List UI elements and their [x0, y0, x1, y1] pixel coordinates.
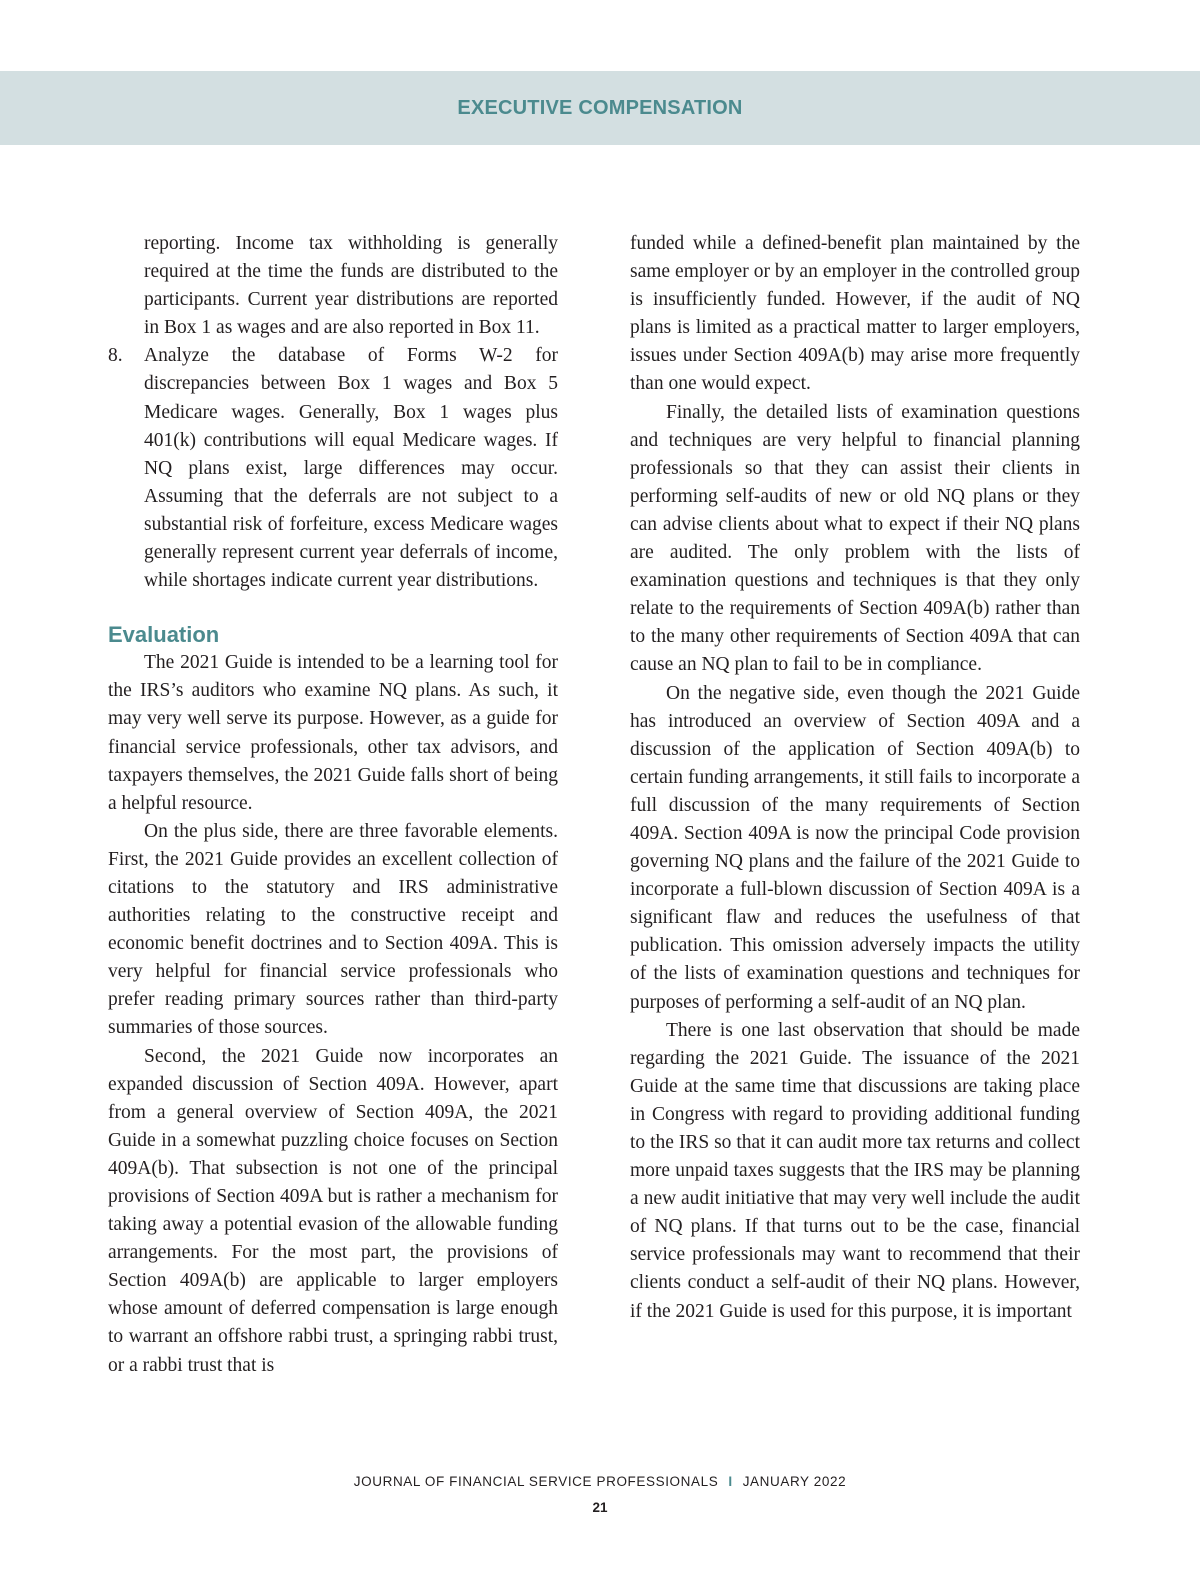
body-paragraph: On the negative side, even though the 2021 Guide has introduced an overview of Section 409A and a discussion of the application of Section 409A(b) to certain funding arrangements, it still fails to incorporate a full discussion of the many requirements of Section 409A. Section 409A is now the principal Code provision governing NQ plans and the failure of the 2021 Guide to incorporate a full-blown discussion of Section 409A is a significant flaw and reduces the usefulness of that publication. This omission adversely impacts the utility of the lists of examination questions and techniques for purposes of performing a self-audit of an NQ plan. [630, 682, 1080, 1013]
footer-journal-name: JOURNAL OF FINANCIAL SERVICE PROFESSIONALS [353, 1474, 719, 1489]
running-header-title: EXECUTIVE COMPENSATION [457, 96, 743, 119]
page-number: 21 [592, 1500, 608, 1515]
body-paragraph-continuation: funded while a defined-benefit plan maintained by the same employer or by an employer in the controlled group is insufficiently funded. However, if the audit of NQ plans is limited as a practical matter to larger employers, issues under Section 409A(b) may arise more frequently than one would expect. [630, 233, 1080, 395]
section-heading-evaluation: Evaluation [108, 622, 220, 648]
list-item-8 [108, 342, 558, 595]
running-header-band [0, 71, 1200, 145]
body-paragraph: Finally, the detailed lists of examination questions and techniques are very helpful to financial planning professionals so that they can assist their clients in performing self-audits of new or old NQ plans or they can advise clients about what to expect if their NQ plans are audited. The only problem with the lists of examination questions and techniques is that they only relate to the requirements of Section 409A(b) rather than to the many other requirements of Section 409A that can cause an NQ plan to fail to be in compliance. [630, 401, 1080, 676]
body-paragraph: Second, the 2021 Guide now incorporates an expanded discussion of Section 409A. However, apart from a general overview of Section 409A, the 2021 Guide in a somewhat puzzling choice focuses on Section 409A(b). That subsection is not one of the principal provisions of Section 409A but is rather a mechanism for taking away a potential evasion of the allowable funding arrangements. For the most part, the provisions of Section 409A(b) are applicable to larger employers whose amount of deferred compensation is large enough to warrant an offshore rabbi trust, a springing rabbi trust, or a rabbi trust that is [108, 1045, 558, 1376]
body-paragraph: The 2021 Guide is intended to be a learning tool for the IRS’s auditors who examine NQ plans. As such, it may very well serve its purpose. However, as a guide for financial service professionals, other tax advisors, and taxpayers themselves, the 2021 Guide falls short of being a helpful resource. [108, 652, 558, 814]
running-footer [0, 1474, 1200, 1489]
left-column [108, 230, 558, 1380]
list-item-text: Analyze the database of Forms W-2 for discrepancies between Box 1 wages and Box 5 Medicare wages. Generally, Box 1 wages plus 401(k) contributions will equal Medicare wages. If NQ plans exist, large differences may occur. Assuming that the deferrals are not subject to a substantial risk of forfeiture, excess Medicare wages generally represent current year deferrals of income, while shortages indicate current year distributions. [144, 345, 558, 592]
list-item-continuation: reporting. Income tax withholding is generally required at the time the funds are distributed to the participants. Current year distributions are reported in Box 1 as wages and are also reported in Box 11. [144, 233, 558, 339]
body-paragraph: There is one last observation that should be made regarding the 2021 Guide. The issuance of the 2021 Guide at the same time that discussions are taking place in Congress with regard to providing additional funding to the IRS so that it can audit more tax returns and collect more unpaid taxes suggests that the IRS may be planning a new audit initiative that may very well include the audit of NQ plans. If that turns out to be the case, financial service professionals may want to recommend that their clients conduct a self-audit of their NQ plans. However, if the 2021 Guide is used for this purpose, it is important [630, 1019, 1080, 1322]
body-paragraph: On the plus side, there are three favorable elements. First, the 2021 Guide provides an excellent collection of citations to the statutory and IRS administrative authorities relating to the constructive receipt and economic benefit doctrines and to Section 409A. This is very helpful for financial service professionals who prefer reading primary sources rather than third-party summaries of those sources. [108, 820, 558, 1039]
right-column [630, 230, 1080, 1326]
list-item-number: 8. [108, 345, 123, 367]
footer-separator: I [728, 1474, 733, 1489]
footer-issue-date: JANUARY 2022 [742, 1474, 847, 1489]
